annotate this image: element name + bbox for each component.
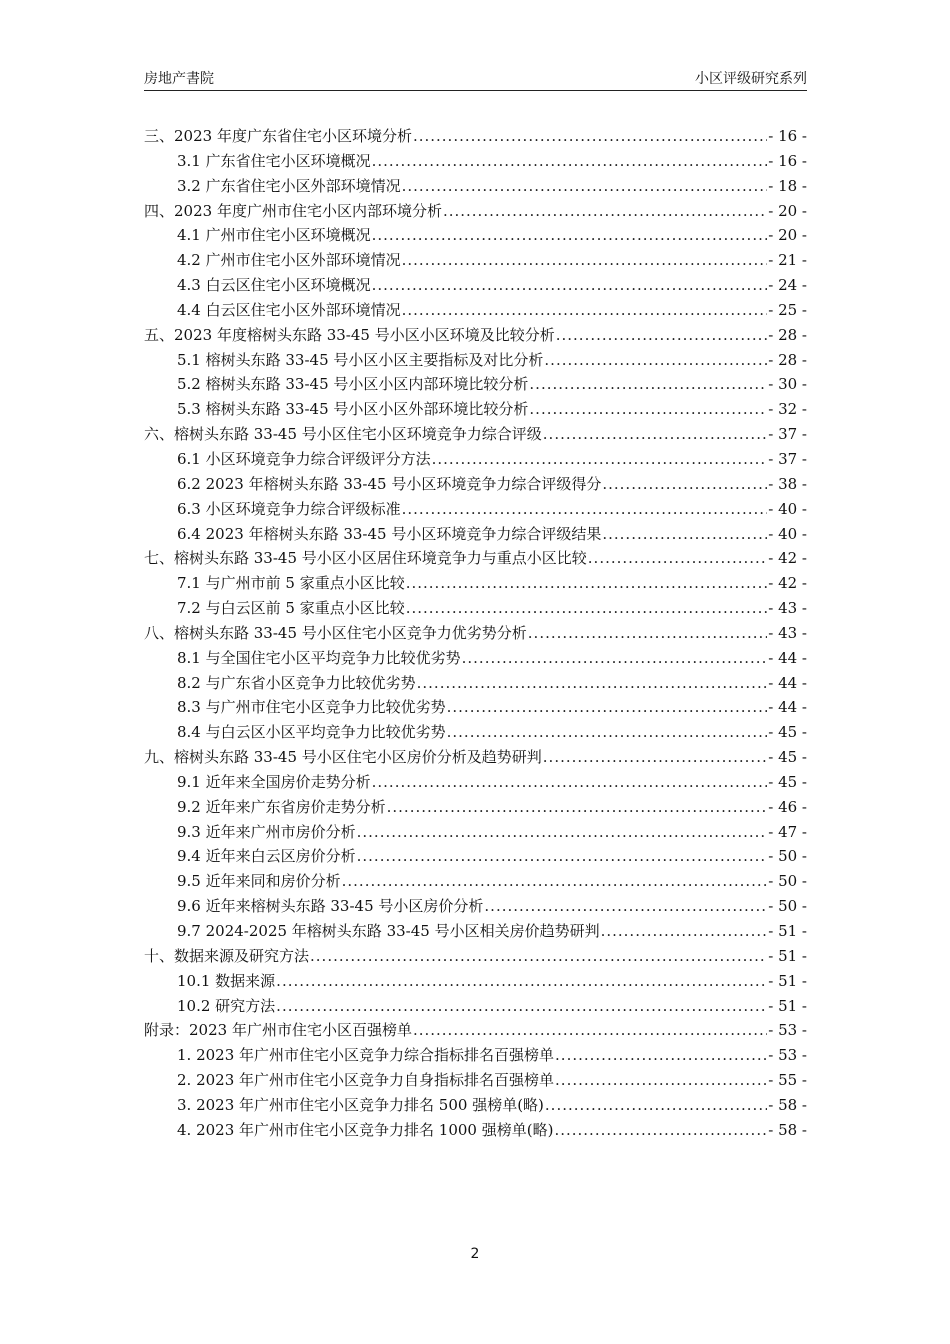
toc-entry-page: - 20 - [768, 201, 807, 220]
toc-entry[interactable] [144, 1068, 807, 1093]
toc-entry-page: - 43 - [768, 623, 807, 642]
toc-entry-page: - 42 - [768, 574, 807, 593]
toc-entry[interactable] [144, 671, 807, 696]
toc-leader-dots [529, 372, 767, 397]
toc-entry-title: 6.1 小区环境竞争力综合评级评分方法 [177, 449, 431, 468]
toc-entry[interactable] [144, 695, 807, 720]
toc-entry-page: - 51 - [768, 996, 807, 1015]
toc-entry-title: 9.2 近年来广东省房价走势分析 [177, 797, 386, 816]
toc-entry-page: - 37 - [768, 425, 807, 444]
toc-entry[interactable] [144, 969, 807, 994]
toc-entry-title: 10.1 数据来源 [177, 971, 276, 990]
toc-entry-page: - 46 - [768, 797, 807, 816]
toc-entry-page: - 44 - [768, 648, 807, 667]
toc-leader-dots [413, 124, 767, 149]
toc-leader-dots [402, 248, 768, 273]
toc-entry-title: 4.3 白云区住宅小区环境概况 [177, 276, 371, 295]
toc-leader-dots [413, 1018, 767, 1043]
toc-entry-page: - 51 - [768, 922, 807, 940]
toc-entry-page: - 45 - [768, 772, 807, 791]
toc-entry-title: 5.1 榕树头东路 33-45 号小区小区主要指标及对比分析 [177, 350, 544, 369]
toc-entry-title: 5.3 榕树头东路 33-45 号小区小区外部环境比较分析 [177, 400, 529, 419]
toc-entry-page: - 16 - [768, 151, 807, 170]
toc-entry[interactable] [144, 223, 807, 248]
toc-leader-dots [310, 944, 767, 969]
toc-entry-page: - 37 - [768, 449, 807, 468]
toc-entry-page: - 44 - [768, 673, 807, 692]
toc-entry-page: - 24 - [768, 276, 807, 295]
toc-entry[interactable] [144, 124, 807, 149]
toc-entry-title: 3.1 广东省住宅小区环境概况 [177, 151, 371, 170]
toc-entry-page: - 20 - [768, 226, 807, 245]
toc-entry[interactable] [144, 894, 807, 919]
toc-leader-dots [462, 646, 768, 671]
toc-entry-page: - 25 - [768, 300, 807, 319]
toc-entry-title: 6.3 小区环境竞争力综合评级标准 [177, 499, 401, 518]
toc-entry-page: - 50 - [768, 847, 807, 866]
toc-entry[interactable] [144, 1018, 807, 1043]
toc-entry[interactable] [144, 820, 807, 845]
toc-entry-title: 9.7 2024-2025 年榕树头东路 33-45 号小区相关房价趋势研判 [177, 922, 600, 940]
toc-entry-title: 4. 2023 年广州市住宅小区竞争力排名 1000 强榜单(略) [177, 1120, 554, 1139]
toc-entry[interactable] [144, 944, 807, 969]
toc-leader-dots [406, 596, 768, 621]
toc-leader-dots [528, 621, 767, 646]
toc-entry-page: - 51 - [768, 971, 807, 990]
toc-leader-dots [402, 174, 768, 199]
toc-entry-page: - 53 - [768, 1046, 807, 1065]
toc-entry-page: - 43 - [768, 599, 807, 618]
toc-leader-dots [484, 894, 767, 919]
toc-leader-dots [387, 795, 768, 820]
toc-entry[interactable] [144, 571, 807, 596]
toc-entry-title: 四、2023 年度广州市住宅小区内部环境分析 [144, 201, 442, 220]
toc-entry-title: 4.1 广州市住宅小区环境概况 [177, 226, 371, 245]
toc-entry-page: - 58 - [768, 1095, 807, 1114]
page-number: 2 [470, 1246, 480, 1262]
toc-entry[interactable] [144, 1043, 807, 1068]
toc-entry-page: - 18 - [768, 176, 807, 195]
toc-entry-title: 7.2 与白云区前 5 家重点小区比较 [177, 599, 405, 618]
toc-entry-title: 4.4 白云区住宅小区外部环境情况 [177, 300, 401, 319]
toc-leader-dots [276, 994, 767, 1019]
toc-entry-title: 7.1 与广州市前 5 家重点小区比较 [177, 574, 405, 593]
toc-entry-title: 8.2 与广东省小区竞争力比较优劣势 [177, 673, 416, 692]
toc-leader-dots [342, 869, 768, 894]
toc-leader-dots [357, 820, 768, 845]
toc-entry[interactable] [144, 273, 807, 298]
toc-leader-dots [406, 571, 768, 596]
toc-entry-title: 八、榕树头东路 33-45 号小区住宅小区竞争力优劣势分析 [144, 623, 527, 642]
toc-entry-title: 6.2 2023 年榕树头东路 33-45 号小区环境竞争力综合评级得分 [177, 474, 602, 493]
header-right-text: 小区评级研究系列 [695, 71, 807, 87]
toc-entry-page: - 40 - [768, 499, 807, 518]
toc-entry-page: - 38 - [768, 474, 807, 493]
toc-entry-page: - 28 - [768, 350, 807, 369]
toc-entry[interactable] [144, 546, 807, 571]
toc-entry-title: 10.2 研究方法 [177, 996, 276, 1015]
toc-leader-dots [432, 447, 768, 472]
toc-entry-title: 六、榕树头东路 33-45 号小区住宅小区环境竞争力综合评级 [144, 425, 542, 444]
toc-entry[interactable] [144, 199, 807, 224]
toc-entry-title: 三、2023 年度广东省住宅小区环境分析 [144, 127, 412, 145]
toc-entry[interactable] [144, 869, 807, 894]
toc-entry-page: - 28 - [768, 325, 807, 344]
toc-entry-page: - 40 - [768, 524, 807, 543]
toc-entry[interactable] [144, 248, 807, 273]
toc-entry[interactable] [144, 770, 807, 795]
toc-leader-dots [556, 323, 768, 348]
toc-entry-page: - 55 - [768, 1071, 807, 1090]
toc-entry-title: 1. 2023 年广州市住宅小区竞争力综合指标排名百强榜单 [177, 1046, 555, 1065]
toc-entry[interactable] [144, 596, 807, 621]
toc-entry-page: - 44 - [768, 698, 807, 717]
toc-leader-dots [602, 522, 767, 547]
toc-leader-dots [543, 745, 767, 770]
toc-entry[interactable] [144, 844, 807, 869]
toc-entry[interactable] [144, 745, 807, 770]
toc-entry[interactable] [144, 422, 807, 447]
toc-entry[interactable] [144, 323, 807, 348]
toc-leader-dots [357, 844, 768, 869]
toc-entry[interactable] [144, 174, 807, 199]
toc-entry-title: 8.4 与白云区小区平均竞争力比较优劣势 [177, 723, 446, 742]
header-left-text: 房地产書院 [144, 71, 214, 87]
toc-entry[interactable] [144, 348, 807, 373]
toc-leader-dots [447, 720, 768, 745]
toc-entry-title: 9.4 近年来白云区房价分析 [177, 847, 356, 866]
toc-leader-dots [544, 348, 767, 373]
toc-leader-dots [555, 1043, 767, 1068]
toc-entry-title: 九、榕树头东路 33-45 号小区住宅小区房价分析及趋势研判 [144, 748, 542, 767]
toc-leader-dots [602, 472, 767, 497]
toc-entry[interactable] [144, 1093, 807, 1118]
toc-leader-dots [588, 546, 767, 571]
toc-entry[interactable] [144, 372, 807, 397]
toc-entry-page: - 53 - [768, 1021, 807, 1040]
toc-entry[interactable] [144, 621, 807, 646]
toc-entry-title: 9.6 近年来榕树头东路 33-45 号小区房价分析 [177, 897, 484, 916]
toc-entry-title: 3. 2023 年广州市住宅小区竞争力排名 500 强榜单(略) [177, 1095, 544, 1114]
toc-leader-dots [417, 671, 768, 696]
toc-leader-dots [402, 298, 768, 323]
toc-leader-dots [554, 1118, 767, 1143]
toc-entry-page: - 16 - [768, 127, 807, 145]
toc-entry-page: - 58 - [768, 1120, 807, 1139]
toc-leader-dots [372, 149, 768, 174]
toc-entry-title: 五、2023 年度榕树头东路 33-45 号小区小区环境及比较分析 [144, 325, 555, 344]
toc-entry[interactable] [144, 1118, 807, 1143]
toc-entry-page: - 45 - [768, 723, 807, 742]
toc-leader-dots [529, 397, 767, 422]
toc-entry-title: 9.3 近年来广州市房价分析 [177, 822, 356, 841]
toc-entry[interactable] [144, 497, 807, 522]
toc-entry-title: 5.2 榕树头东路 33-45 号小区小区内部环境比较分析 [177, 375, 529, 394]
toc-leader-dots [276, 969, 767, 994]
table-of-contents [144, 124, 807, 1143]
toc-entry-title: 2. 2023 年广州市住宅小区竞争力自身指标排名百强榜单 [177, 1071, 555, 1090]
toc-entry[interactable] [144, 298, 807, 323]
toc-entry-page: - 47 - [768, 822, 807, 841]
toc-entry-page: - 42 - [768, 549, 807, 568]
toc-entry[interactable] [144, 447, 807, 472]
toc-leader-dots [545, 1093, 767, 1118]
toc-entry-page: - 50 - [768, 897, 807, 916]
toc-leader-dots [555, 1068, 767, 1093]
toc-entry-title: 十、数据来源及研究方法 [144, 946, 310, 965]
toc-entry-title: 8.1 与全国住宅小区平均竞争力比较优劣势 [177, 648, 461, 667]
toc-entry-title: 9.5 近年来同和房价分析 [177, 872, 341, 891]
toc-leader-dots [402, 497, 768, 522]
toc-entry-page: - 51 - [768, 946, 807, 965]
toc-entry-title: 3.2 广东省住宅小区外部环境情况 [177, 176, 401, 195]
toc-entry-title: 9.1 近年来全国房价走势分析 [177, 772, 371, 791]
toc-leader-dots [543, 422, 767, 447]
toc-entry[interactable] [144, 795, 807, 820]
toc-entry-title: 4.2 广州市住宅小区外部环境情况 [177, 251, 401, 270]
toc-entry-title: 6.4 2023 年榕树头东路 33-45 号小区环境竞争力综合评级结果 [177, 524, 602, 543]
toc-entry-page: - 50 - [768, 872, 807, 891]
toc-leader-dots [372, 223, 768, 248]
toc-entry-title: 8.3 与广州市住宅小区竞争力比较优劣势 [177, 698, 446, 717]
toc-entry-page: - 32 - [768, 400, 807, 419]
toc-leader-dots [443, 199, 767, 224]
toc-leader-dots [372, 770, 768, 795]
toc-entry[interactable] [144, 720, 807, 745]
toc-entry[interactable] [144, 646, 807, 671]
toc-entry[interactable] [144, 994, 807, 1019]
toc-entry[interactable] [144, 149, 807, 174]
toc-entry-title: 附录：2023 年广州市住宅小区百强榜单 [144, 1021, 412, 1040]
toc-entry-title: 七、榕树头东路 33-45 号小区小区居住环境竞争力与重点小区比较 [144, 549, 587, 568]
toc-entry[interactable] [144, 397, 807, 422]
toc-entry-page: - 21 - [768, 251, 807, 270]
toc-leader-dots [447, 695, 768, 720]
toc-entry-page: - 45 - [768, 748, 807, 767]
toc-entry[interactable] [144, 919, 807, 944]
toc-leader-dots [601, 919, 768, 944]
page-header [144, 66, 807, 91]
toc-entry-page: - 30 - [768, 375, 807, 394]
toc-entry[interactable] [144, 472, 807, 497]
toc-entry[interactable] [144, 522, 807, 547]
toc-leader-dots [372, 273, 768, 298]
